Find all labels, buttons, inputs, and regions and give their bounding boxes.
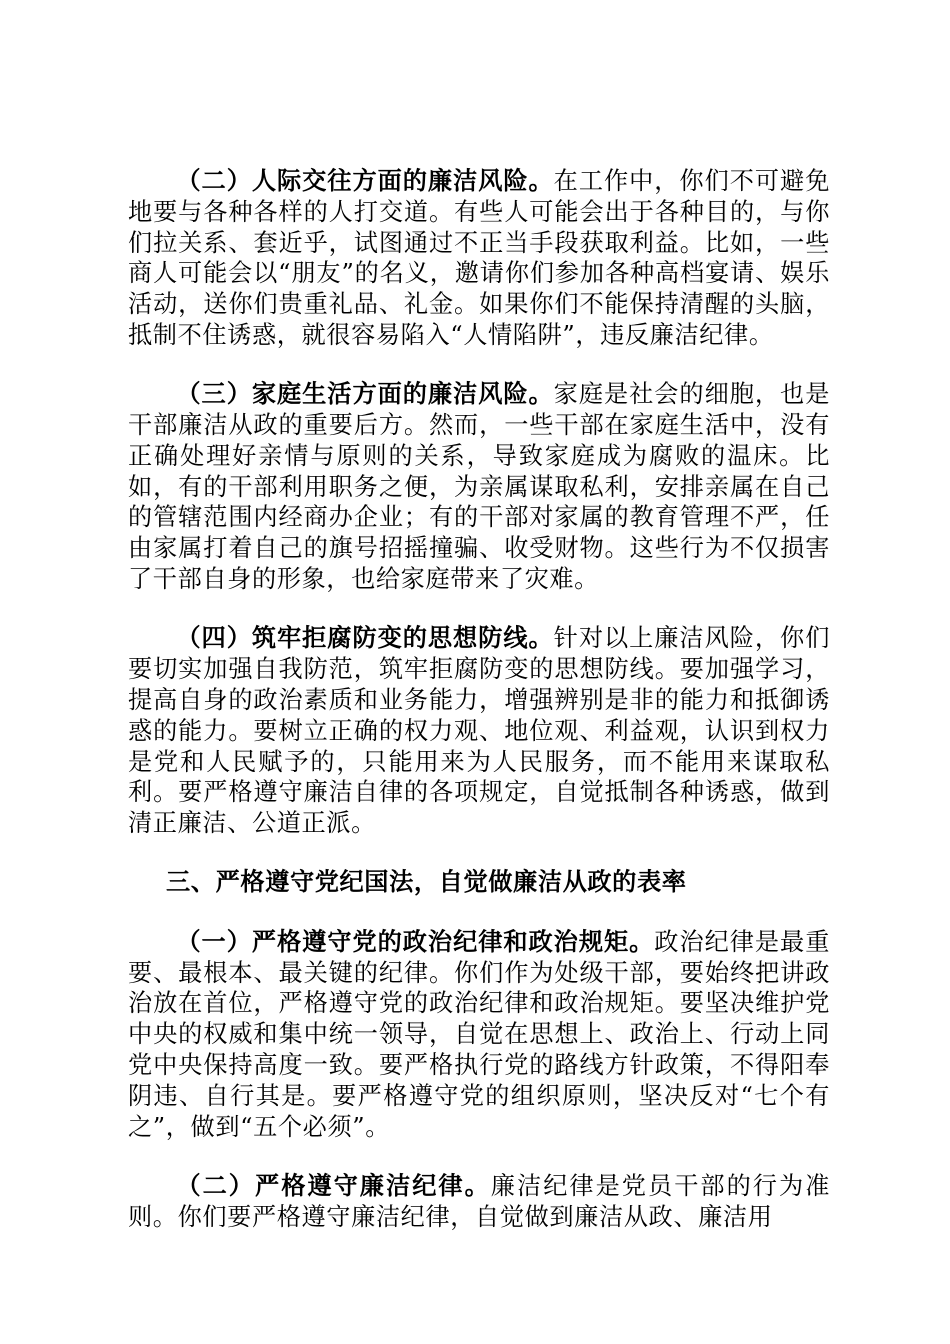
paragraph-political-discipline	[128, 927, 830, 1143]
paragraph-body: 廉洁纪律是党员干部的行为准则。你们要严格遵守廉洁纪律，自觉做到廉洁从政、廉洁用	[128, 1171, 830, 1231]
paragraph-lead: （二）严格遵守廉洁纪律。	[176, 1170, 491, 1200]
paragraph-body: 政治纪律是最重要、最根本、最关键的纪律。你们作为处级干部，要始终把讲政治放在首位，严格遵守党的政治纪律和政治规矩。要坚决维护党中央的权威和集中统一领导，自觉在思想上、政治上、行动上同党中央保持高度一致。要严格执行党的路线方针政策，不得阳奉阴违、自行其是。要严格遵守党的组织原则，坚决反对“七个有之”，做到“五个必须”。	[128, 927, 830, 1141]
paragraph-lead: （四）筑牢拒腐防变的思想防线。	[176, 623, 554, 653]
paragraph-body: 家庭是社会的细胞，也是干部廉洁从政的重要后方。然而，一些干部在家庭生活中，没有正确处理好亲情与原则的关系，导致家庭成为腐败的温床。比如，有的干部利用职务之便，为亲属谋取私利，安排亲属在自己的管辖范围内经商办企业；有的干部对家属的教育管理不严，任由家属打着自己的旗号招摇撞骗、收受财物。这些行为不仅损害了干部自身的形象，也给家庭带来了灾难。	[128, 380, 830, 594]
paragraph-lead: （三）家庭生活方面的廉洁风险。	[176, 379, 554, 409]
paragraph-lead: （一）严格遵守党的政治纪律和政治规矩。	[176, 926, 655, 956]
section-heading: 三、严格遵守党纪国法，自觉做廉洁从政的表率	[166, 867, 687, 897]
document-page	[128, 166, 830, 1232]
paragraph-family-risk	[128, 379, 830, 595]
paragraph-ideological-defense	[128, 623, 830, 839]
paragraph-body: 针对以上廉洁风险，你们要切实加强自我防范，筑牢拒腐防变的思想防线。要加强学习，提高自身的政治素质和业务能力，增强辨别是非的能力和抵御诱惑的能力。要树立正确的权力观、地位观、利益观，认识到权力是党和人民赋予的，只能用来为人民服务，而不能用来谋取私利。要严格遵守廉洁自律的各项规定，自觉抵制各种诱惑，做到清正廉洁、公道正派。	[128, 624, 830, 838]
paragraph-lead: （二）人际交往方面的廉洁风险。	[176, 166, 554, 195]
paragraph-body: 在工作中，你们不可避免地要与各种各样的人打交道。有些人可能会出于各种目的，与你们拉关系、套近乎，试图通过不正当手段获取利益。比如，一些商人可能会以“朋友”的名义，邀请你们参加各种高档宴请、娱乐活动，送你们贵重礼品、礼金。如果你们不能保持清醒的头脑，抵制不住诱惑，就很容易陷入“人情陷阱”，违反廉洁纪律。	[128, 167, 830, 349]
paragraph-integrity-discipline	[128, 1171, 830, 1233]
paragraph-interpersonal-risk	[128, 166, 830, 351]
